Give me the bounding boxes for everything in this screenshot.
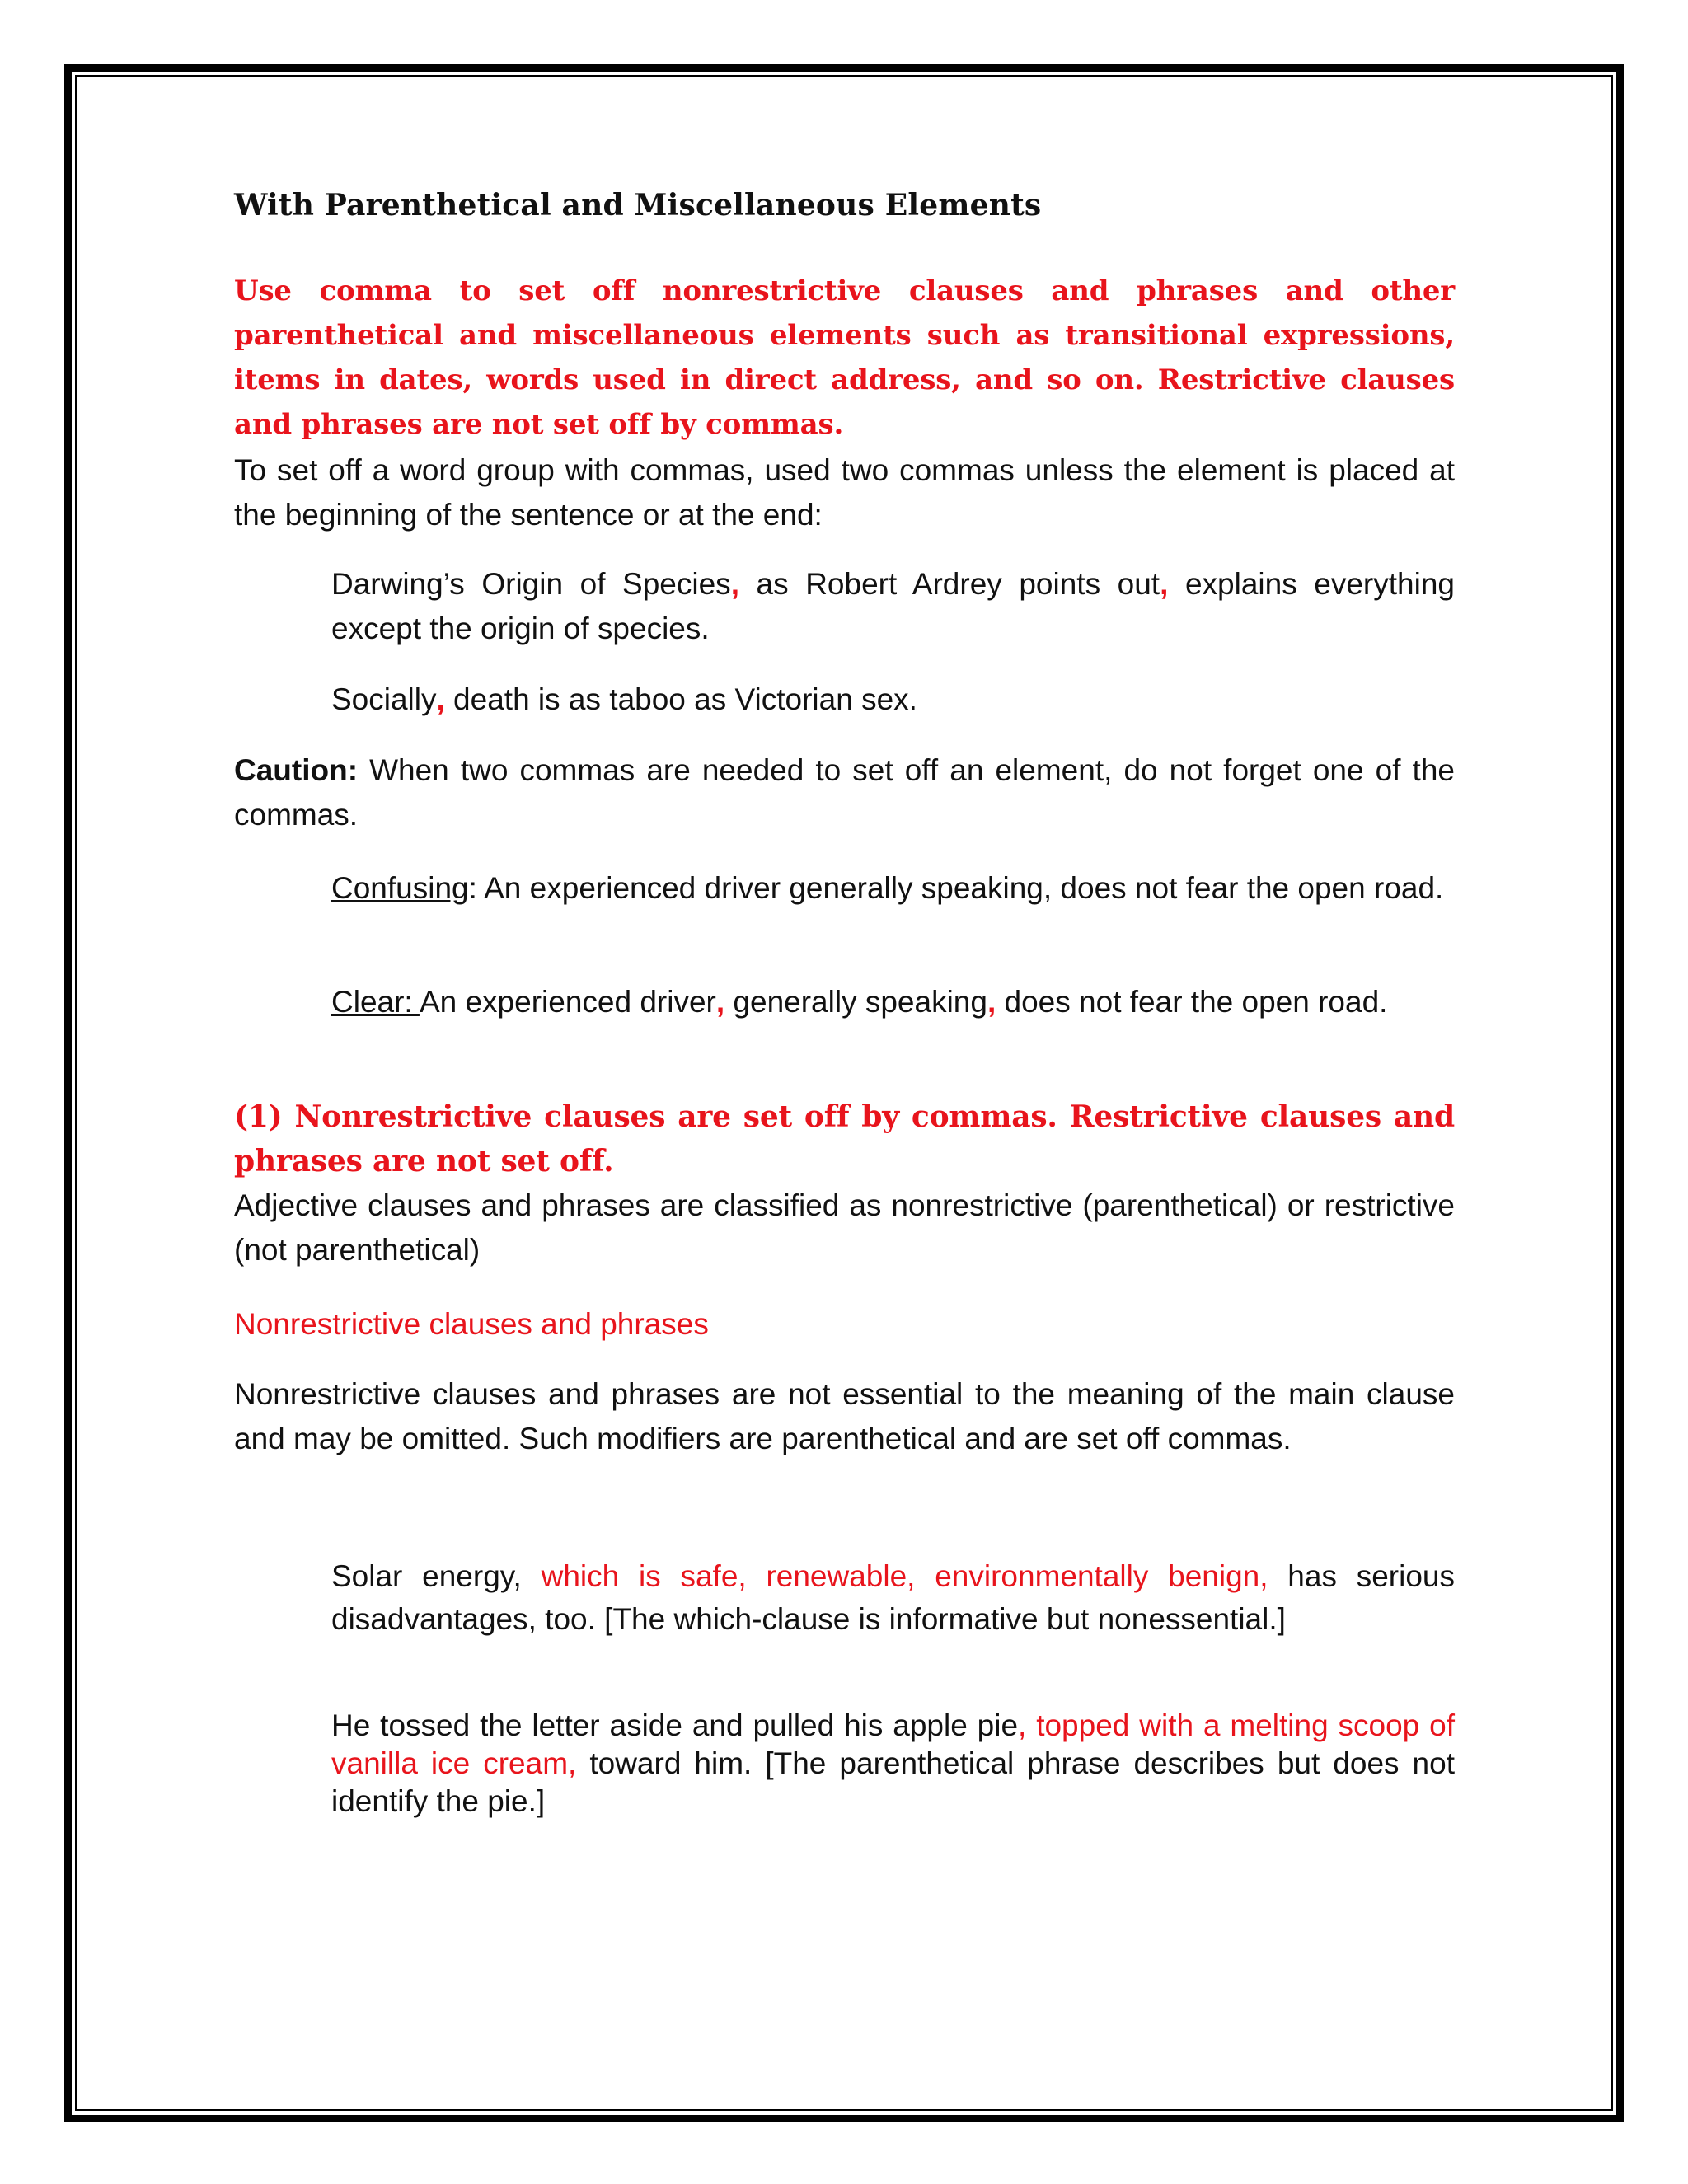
example-text: Darwing’s Origin of Species (331, 567, 731, 601)
example-socially (331, 677, 1455, 722)
example-text: An experienced driver (419, 985, 716, 1019)
highlighted-clause: which is safe, renewable, environmentally benign, (521, 1559, 1268, 1593)
rule-statement: Use comma to set off nonrestrictive clauses and phrases and other parenthetical and miscellaneous elements such as transitional expressions, items in dates, words used in direct address, and so on. Restrictive clauses and phrases are not set off by commas. (234, 274, 1455, 441)
example-text: as Robert Ardrey points out (738, 567, 1160, 601)
example-confusing (331, 866, 1455, 911)
example-text: generally speaking (724, 985, 987, 1019)
nonrestrictive-paragraph: Nonrestrictive clauses and phrases are not essential to the meaning of the main clause and may be omitted. Such modifiers are parenthetical and are set off commas. (234, 1377, 1455, 1455)
highlighted-comma: , (1160, 567, 1169, 601)
highlighted-phrase: , topped with a melting scoop of vanilla ice cream, (331, 1708, 1455, 1780)
adjective-paragraph: Adjective clauses and phrases are classified as nonrestrictive (parenthetical) or restrictive (not parenthetical) (234, 1188, 1455, 1267)
example-text: Socially (331, 682, 437, 716)
subheading-nonrestrictive: Nonrestrictive clauses and phrases (234, 1307, 709, 1341)
confusing-label: Confusing (331, 871, 469, 905)
example-apple-pie (331, 1707, 1455, 1821)
example-text: does not fear the open road. (996, 985, 1388, 1019)
intro-paragraph: To set off a word group with commas, used two commas unless the element is placed at the beginning of the sentence or at the end: (234, 453, 1455, 532)
highlighted-comma: , (730, 567, 739, 601)
caution-text: When two commas are needed to set off an element, do not forget one of the commas. (234, 753, 1455, 832)
example-clear (331, 980, 1455, 1024)
highlighted-comma: , (715, 985, 725, 1019)
rule-nonrestrictive: (1) Nonrestrictive clauses are set off by commas. Restrictive clauses and phrases are not set off. (234, 1099, 1455, 1179)
section-heading: With Parenthetical and Miscellaneous Elements (234, 188, 1042, 223)
caution-paragraph (234, 748, 1455, 837)
example-text: : An experienced driver generally speaking, does not fear the open road. (468, 871, 1444, 905)
example-text: explains everything except the origin of species. (331, 567, 1455, 645)
highlighted-comma: , (436, 682, 445, 716)
caution-label: Caution: (234, 753, 359, 787)
example-text: has serious disadvantages, too. [The which-clause is informative but nonessential.] (331, 1559, 1456, 1636)
example-solar (331, 1555, 1455, 1641)
example-text: toward him. [The parenthetical phrase describes but does not identify the pie.] (331, 1746, 1455, 1818)
example-darwin (331, 562, 1455, 651)
example-text: He tossed the letter aside and pulled his apple pie (331, 1708, 1019, 1742)
example-text: death is as taboo as Victorian sex. (444, 682, 917, 716)
clear-label: Clear: (331, 985, 420, 1019)
highlighted-comma: , (987, 985, 996, 1019)
example-text: Solar energy, (331, 1559, 522, 1593)
